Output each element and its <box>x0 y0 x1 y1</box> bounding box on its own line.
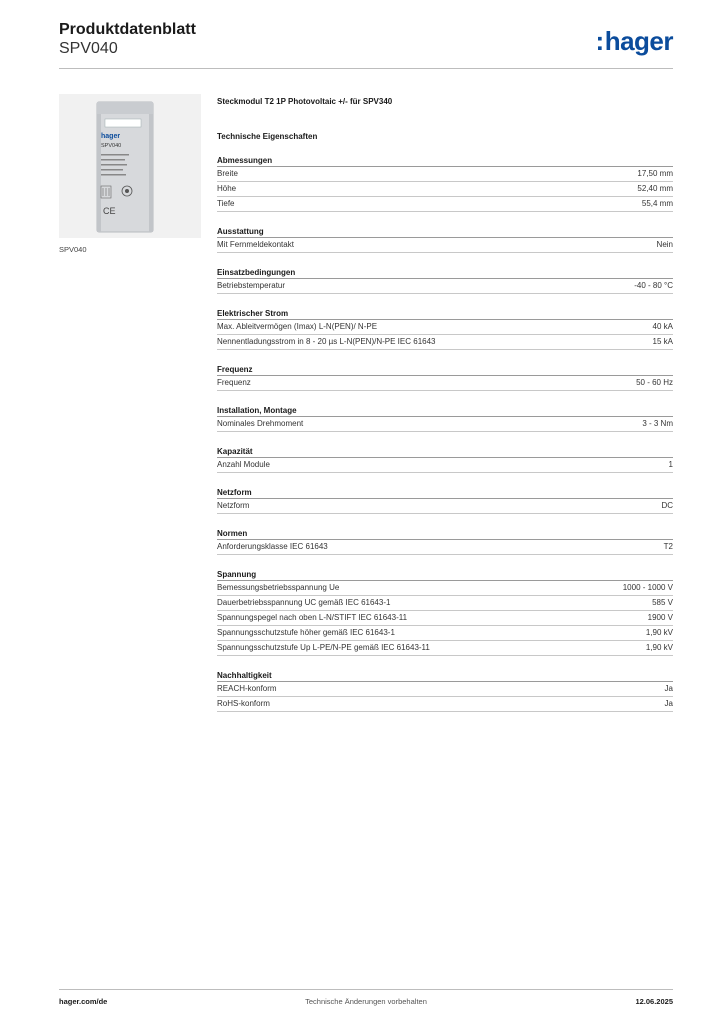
surge-module-illustration <box>59 94 201 238</box>
image-model-text: SPV040 <box>101 143 122 149</box>
section-title: Spannung <box>217 569 673 581</box>
property-label: RoHS-konform <box>217 699 270 708</box>
footer-date: 12.06.2025 <box>635 997 673 1006</box>
footer-divider <box>59 989 673 990</box>
datasheet-main <box>217 96 673 712</box>
property-row <box>217 581 673 596</box>
property-value: Ja <box>664 684 673 693</box>
page-header <box>59 21 673 69</box>
header-divider <box>59 68 673 69</box>
page-subtitle: SPV040 <box>59 40 118 57</box>
property-row <box>217 182 673 197</box>
property-value: Ja <box>664 699 673 708</box>
hager-logo[interactable]: :hager <box>595 26 673 56</box>
property-label: REACH-konform <box>217 684 277 693</box>
property-section <box>217 446 673 473</box>
property-section <box>217 226 673 253</box>
property-label: Höhe <box>217 184 237 193</box>
property-section <box>217 308 673 350</box>
property-label: Anforderungsklasse IEC 61643 <box>217 542 328 551</box>
property-value: DC <box>661 501 673 510</box>
property-value: 40 kA <box>652 322 673 331</box>
section-title: Kapazität <box>217 446 673 458</box>
property-label: Spannungsschutzstufe höher gemäß IEC 61643-1 <box>217 628 395 637</box>
property-row <box>217 320 673 335</box>
property-label: Breite <box>217 169 238 178</box>
property-value: T2 <box>663 542 673 551</box>
property-row <box>217 697 673 712</box>
property-row <box>217 335 673 350</box>
property-label: Spannungsschutzstufe Up L-PE/N-PE gemäß IEC 61643-11 <box>217 643 430 652</box>
property-label: Spannungspegel nach oben L-N/STIFT IEC 61643-11 <box>217 613 408 622</box>
properties-heading: Technische Eigenschaften <box>217 132 318 141</box>
property-label: Dauerbetriebsspannung UC gemäß IEC 61643-1 <box>217 598 391 607</box>
property-section <box>217 670 673 712</box>
property-row <box>217 682 673 697</box>
ce-mark: CE <box>103 206 116 216</box>
property-section <box>217 267 673 294</box>
property-value: 1,90 kV <box>645 643 673 652</box>
property-value: 17,50 mm <box>637 169 673 178</box>
property-section <box>217 155 673 212</box>
property-row <box>217 197 673 212</box>
section-title: Abmessungen <box>217 155 673 167</box>
property-row <box>217 167 673 182</box>
property-label: Nominales Drehmoment <box>217 419 304 428</box>
property-row <box>217 376 673 391</box>
property-value: 1,90 kV <box>645 628 673 637</box>
property-section <box>217 487 673 514</box>
property-row <box>217 499 673 514</box>
footer-website-link[interactable]: hager.com/de <box>59 997 108 1006</box>
section-title: Netzform <box>217 487 673 499</box>
product-image <box>59 94 201 238</box>
property-row <box>217 626 673 641</box>
section-title: Normen <box>217 528 673 540</box>
section-title: Elektrischer Strom <box>217 308 673 320</box>
product-name: Steckmodul T2 1P Photovoltaic +/- für SPV340 <box>217 97 393 106</box>
property-value: 1900 V <box>647 613 673 622</box>
section-title: Einsatzbedingungen <box>217 267 673 279</box>
property-row <box>217 596 673 611</box>
property-value: 15 kA <box>652 337 673 346</box>
page-title: Produktdatenblatt <box>59 21 196 38</box>
section-title: Installation, Montage <box>217 405 673 417</box>
property-label: Nennentladungsstrom in 8 - 20 µs L-N(PEN)/N-PE IEC 61643 <box>217 337 436 346</box>
property-label: Max. Ableitvermögen (Imax) L-N(PEN)/ N-PE <box>217 322 378 331</box>
property-label: Netzform <box>217 501 250 510</box>
property-row <box>217 458 673 473</box>
property-section <box>217 405 673 432</box>
property-label: Betriebstemperatur <box>217 281 286 290</box>
property-value: 3 - 3 Nm <box>642 419 673 428</box>
property-section <box>217 364 673 391</box>
section-title: Frequenz <box>217 364 673 376</box>
property-label: Bemessungsbetriebsspannung Ue <box>217 583 340 592</box>
image-caption: SPV040 <box>59 245 87 254</box>
footer-note: Technische Änderungen vorbehalten <box>305 997 427 1006</box>
property-section <box>217 569 673 656</box>
property-value: 1 <box>668 460 673 469</box>
property-value: Nein <box>656 240 673 249</box>
property-value: 1000 - 1000 V <box>622 583 673 592</box>
property-value: 52,40 mm <box>637 184 673 193</box>
property-sections <box>217 155 673 712</box>
property-value: 50 - 60 Hz <box>636 378 673 387</box>
property-row <box>217 279 673 294</box>
property-row <box>217 540 673 555</box>
logo-text: hager <box>604 26 673 56</box>
property-row <box>217 641 673 656</box>
property-label: Frequenz <box>217 378 251 387</box>
property-label: Anzahl Module <box>217 460 270 469</box>
property-row <box>217 238 673 253</box>
property-row <box>217 417 673 432</box>
property-value: -40 - 80 °C <box>634 281 673 290</box>
property-section <box>217 528 673 555</box>
page-footer <box>59 997 673 1009</box>
property-label: Mit Fernmeldekontakt <box>217 240 294 249</box>
image-brand-text: hager <box>101 133 121 140</box>
property-label: Tiefe <box>217 199 235 208</box>
section-title: Ausstattung <box>217 226 673 238</box>
property-value: 585 V <box>652 598 673 607</box>
section-title: Nachhaltigkeit <box>217 670 673 682</box>
property-value: 55,4 mm <box>641 199 673 208</box>
property-row <box>217 611 673 626</box>
